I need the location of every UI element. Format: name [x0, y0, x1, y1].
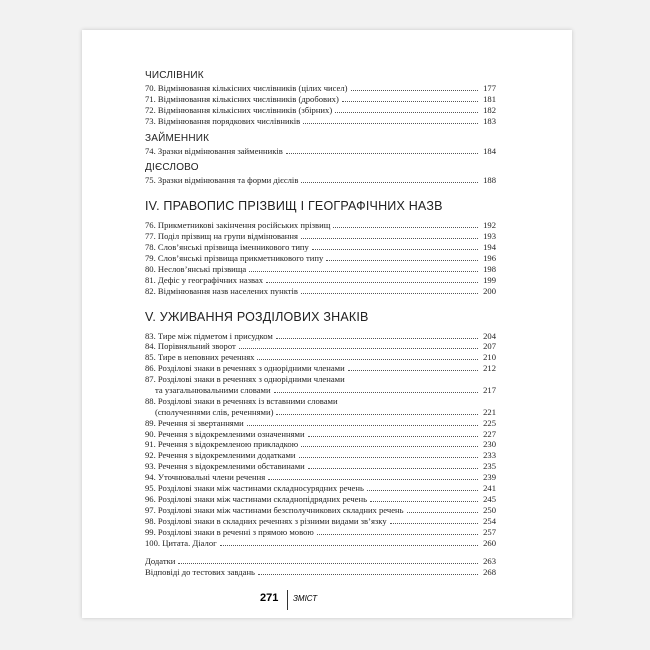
toc-entry-page: 257 — [483, 526, 496, 537]
toc-entry-page: 177 — [483, 83, 496, 93]
toc-entry[interactable] — [145, 505, 496, 516]
dot-leader — [249, 264, 478, 272]
dot-leader — [351, 83, 479, 91]
toc-entry-title: 88. Розділові знаки в реченнях із вставними словами — [145, 395, 338, 406]
toc-entry-title: 100. Цитата. Діалог — [145, 537, 217, 548]
toc-entry-title: Додатки — [145, 556, 176, 567]
toc-entry-page: 263 — [483, 556, 496, 567]
toc-entry[interactable] — [145, 175, 496, 186]
dot-leader — [308, 461, 478, 469]
toc-entry-page: 188 — [483, 175, 496, 186]
toc-entry-page: 233 — [483, 450, 496, 461]
toc-entry-title: Відповіді до тестових завдань — [145, 567, 255, 578]
page-number: 271 — [260, 592, 279, 604]
section-heading: ДІЄСЛОВО — [145, 162, 199, 174]
toc-entry-title: 85. Тире в неповних реченнях — [145, 352, 255, 363]
dot-leader — [317, 527, 478, 535]
toc-entry[interactable] — [145, 429, 496, 440]
section-heading: IV. ПРАВОПИС ПРІЗВИЩ І ГЕОГРАФІЧНИХ НАЗВ — [145, 199, 443, 214]
toc-entry-page: 192 — [483, 220, 496, 231]
toc-entry[interactable] — [145, 286, 496, 297]
toc-entry-page: 245 — [483, 493, 496, 504]
toc-entry[interactable] — [145, 242, 496, 253]
toc-entry-page: 182 — [483, 104, 496, 115]
dot-leader — [220, 538, 478, 546]
dot-leader — [335, 105, 478, 113]
toc-entry[interactable] — [145, 538, 496, 549]
dot-leader — [276, 331, 478, 339]
toc-entry[interactable] — [145, 396, 496, 407]
toc-entry[interactable] — [145, 407, 496, 418]
toc-entry-page: 217 — [483, 385, 496, 396]
toc-entry[interactable] — [145, 275, 496, 286]
table-of-contents — [145, 68, 496, 578]
dot-leader — [268, 472, 478, 480]
toc-entry[interactable] — [145, 220, 496, 231]
dot-leader — [274, 385, 478, 393]
toc-entry-title: та узагальнювальними словами — [155, 385, 271, 396]
toc-entry[interactable] — [145, 556, 496, 567]
book-page — [82, 30, 572, 618]
toc-entry[interactable] — [145, 472, 496, 483]
toc-entry[interactable] — [145, 516, 496, 527]
section-heading: V. УЖИВАННЯ РОЗДІЛОВИХ ЗНАКІВ — [145, 309, 369, 324]
toc-entry-title: 78. Слов’янські прізвища іменникового типу — [145, 242, 309, 253]
page-footer — [82, 590, 572, 610]
toc-entry-title: 87. Розділові знаки в реченнях з однорідними членами — [145, 374, 345, 385]
toc-entry-page: 200 — [483, 285, 496, 296]
toc-entry-page: 225 — [483, 417, 496, 428]
toc-entry[interactable] — [145, 374, 496, 385]
dot-leader — [299, 450, 479, 458]
toc-entry-title: 73. Відмінювання порядкових числівників — [145, 115, 301, 126]
toc-entry-page: 184 — [483, 145, 496, 156]
toc-entry[interactable] — [145, 231, 496, 242]
toc-entry-page: 194 — [483, 242, 496, 253]
dot-leader — [301, 175, 478, 183]
dot-leader — [333, 220, 478, 228]
toc-entry-title: 71. Відмінювання кількісних числівників (дробових) — [145, 93, 339, 104]
toc-entry-title: 86. Розділові знаки в реченнях з однорідними членами — [145, 363, 345, 374]
toc-entry-title: 90. Речення з відокремленими означеннями — [145, 428, 305, 439]
dot-leader — [258, 567, 478, 575]
toc-entry-page: 210 — [483, 352, 496, 363]
toc-entry-page: 221 — [483, 406, 496, 417]
toc-entry-page: 235 — [483, 461, 496, 472]
toc-entry[interactable] — [145, 352, 496, 363]
toc-entry-title: 77. Поділ прізвищ на групи відмінювання — [145, 231, 298, 242]
dot-leader — [301, 439, 478, 447]
toc-entry-page: 239 — [483, 472, 496, 483]
toc-entry[interactable] — [145, 264, 496, 275]
toc-entry-page: 196 — [483, 253, 496, 264]
toc-entry[interactable] — [145, 461, 496, 472]
toc-entry[interactable] — [145, 385, 496, 396]
toc-entry-page: 183 — [483, 115, 496, 126]
toc-entry[interactable] — [145, 146, 496, 157]
toc-entry-title: 94. Уточнювальні члени речення — [145, 472, 266, 483]
toc-entry[interactable] — [145, 494, 496, 505]
dot-leader — [367, 483, 478, 491]
toc-entry-title: 81. Дефіс у географічних назвах — [145, 274, 264, 285]
dot-leader — [407, 505, 478, 513]
dot-leader — [286, 146, 478, 154]
dot-leader — [312, 242, 478, 250]
toc-entry-title: 74. Зразки відмінювання займенників — [145, 145, 283, 156]
dot-leader — [301, 286, 478, 294]
toc-entry-title: 95. Розділові знаки між частинами складносурядних речень — [145, 483, 364, 494]
toc-entry[interactable] — [145, 363, 496, 374]
toc-entry-page: 227 — [483, 428, 496, 439]
toc-entry-page: 207 — [483, 341, 496, 352]
toc-entry[interactable] — [145, 483, 496, 494]
toc-entry[interactable] — [145, 418, 496, 429]
toc-entry-page: 198 — [483, 263, 496, 274]
toc-entry-page: 241 — [483, 483, 496, 494]
toc-entry[interactable] — [145, 439, 496, 450]
dot-leader — [178, 556, 478, 564]
dot-leader — [390, 516, 478, 524]
toc-entry-title: 83. Тире між підметом і присудком — [145, 330, 273, 341]
toc-entry[interactable] — [145, 341, 496, 352]
dot-leader — [301, 231, 478, 239]
toc-entry[interactable] — [145, 116, 496, 127]
toc-entry-title: 70. Відмінювання кількісних числівників (цілих чисел) — [145, 83, 348, 93]
toc-entry-title: 98. Розділові знаки в складних реченнях з різними видами зв’язку — [145, 515, 387, 526]
toc-entry[interactable] — [145, 331, 496, 342]
toc-entry-title: 76. Прикметникові закінчення російських прізвищ — [145, 220, 331, 231]
toc-entry[interactable] — [145, 567, 496, 578]
toc-entry-title: (сполученнями слів, реченнями) — [155, 406, 274, 417]
footer-divider — [287, 590, 288, 610]
toc-entry-title: 92. Речення з відокремленими додатками — [145, 450, 296, 461]
dot-leader — [239, 341, 478, 349]
toc-entry-page: 254 — [483, 515, 496, 526]
toc-entry[interactable] — [145, 450, 496, 461]
toc-entry-title: 93. Речення з відокремленими обставинами — [145, 461, 305, 472]
toc-entry-page: 268 — [483, 567, 496, 578]
toc-entry-page: 204 — [483, 330, 496, 341]
toc-entry-page: 230 — [483, 439, 496, 450]
toc-entry-title: 97. Розділові знаки між частинами безсполучникових складних речень — [145, 504, 404, 515]
toc-entry-title: 99. Розділові знаки в реченні з прямою мовою — [145, 526, 314, 537]
dot-leader — [266, 275, 478, 283]
dot-leader — [303, 116, 478, 124]
toc-entry-page: 250 — [483, 504, 496, 515]
toc-entry-page: 193 — [483, 231, 496, 242]
section-heading: ЧИСЛІВНИК — [145, 70, 204, 81]
toc-entry-page: 181 — [483, 93, 496, 104]
toc-entry-title: 96. Розділові знаки між частинами складнопідрядних речень — [145, 493, 368, 504]
toc-entry-title: 84. Порівняльний зворот — [145, 341, 236, 352]
running-header-label: ЗМІСТ — [293, 594, 318, 603]
dot-leader — [370, 494, 478, 502]
toc-entry-page: 199 — [483, 274, 496, 285]
toc-entry-title: 72. Відмінювання кількісних числівників (збірних) — [145, 104, 333, 115]
dot-leader — [348, 363, 478, 371]
dot-leader — [326, 253, 478, 261]
toc-entry[interactable] — [145, 94, 496, 105]
toc-entry-page: 260 — [483, 537, 496, 548]
toc-entry-title: 75. Зразки відмінювання та форми дієслів — [145, 175, 299, 186]
toc-entry-title: 89. Речення зі звертаннями — [145, 417, 244, 428]
toc-entry[interactable] — [145, 105, 496, 116]
toc-entry[interactable] — [145, 83, 496, 94]
section-heading: ЗАЙМЕННИК — [145, 132, 210, 144]
dot-leader — [342, 94, 478, 102]
dot-leader — [308, 429, 478, 437]
dot-leader — [276, 407, 478, 415]
toc-entry-title: 80. Неслов’янські прізвища — [145, 263, 247, 274]
toc-entry-title: 91. Речення з відокремленою прикладкою — [145, 439, 299, 450]
toc-entry-page: 212 — [483, 363, 496, 374]
dot-leader — [257, 352, 478, 360]
dot-leader — [247, 418, 478, 426]
toc-entry-title: 82. Відмінювання назв населених пунктів — [145, 285, 298, 296]
toc-entry[interactable] — [145, 527, 496, 538]
toc-entry-title: 79. Слов’янські прізвища прикметникового типу — [145, 253, 324, 264]
toc-entry[interactable] — [145, 253, 496, 264]
